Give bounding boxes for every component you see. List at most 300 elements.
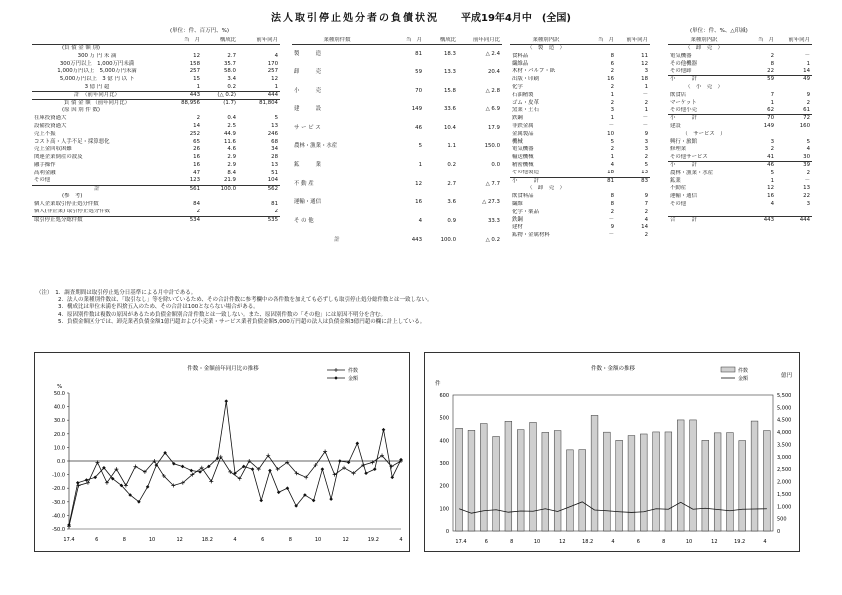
cell-value: △ 2.8 — [485, 87, 500, 94]
table-row — [32, 201, 280, 209]
y-tick-label: 400 — [439, 438, 449, 445]
legend-label: 件数 — [348, 368, 359, 374]
bar — [702, 440, 709, 531]
y-tick-label: -40.0 — [52, 513, 65, 520]
cell-value: 28 — [271, 154, 278, 161]
row-label: その他機器 — [670, 60, 697, 67]
cell-value — [740, 209, 776, 217]
y-tick-label: 50.0 — [53, 391, 65, 397]
cell-value: 16 — [767, 193, 774, 200]
row-label: 高利金融 — [34, 169, 56, 176]
table-row — [510, 45, 650, 53]
row-label: 繊維 — [512, 200, 523, 207]
column-header: 当 月 — [740, 37, 776, 45]
debt-cause-table — [32, 37, 280, 224]
cell-value: 2.7 — [447, 180, 456, 187]
row-label: その他小売 — [670, 107, 697, 114]
cell-value: 1 — [274, 83, 278, 90]
row-label: 非鉄金属 — [512, 122, 534, 129]
cell-value: (1.7) — [202, 99, 238, 107]
cell-value: 4 — [418, 217, 422, 224]
cell-value: 16 — [193, 161, 200, 168]
data-point — [382, 428, 386, 432]
yoy-line-svg — [35, 353, 411, 553]
x-tick-label: 6 — [261, 537, 265, 543]
column-header: 構成比 — [424, 37, 458, 45]
cell-value: 2 — [770, 146, 774, 153]
row-label: 窯業・土石 — [512, 107, 539, 114]
y2-tick-label: 2,000 — [777, 479, 792, 486]
cell-value: 1 — [770, 99, 774, 106]
row-label: 興行・旅館 — [670, 138, 697, 145]
cell-value: 1.1 — [447, 143, 456, 150]
table-row — [292, 119, 502, 138]
cell-value: 9 — [806, 91, 810, 98]
data-point — [373, 467, 377, 471]
row-label: 食料品 — [512, 52, 529, 59]
table-row — [32, 99, 280, 107]
row-label: 合 計 — [668, 216, 740, 224]
table-row — [668, 53, 812, 61]
cell-value: 6 — [610, 60, 614, 67]
y2-tick-label: 3,500 — [777, 442, 792, 449]
x-tick-label: 4 — [763, 539, 767, 545]
cell-value: － — [642, 122, 648, 129]
bar — [468, 430, 475, 531]
column-header: 前年同月 — [616, 37, 650, 45]
legend-label: 金額 — [738, 376, 749, 382]
data-point — [133, 464, 137, 468]
cell-value: 1 — [610, 91, 614, 98]
table-row — [292, 212, 502, 231]
row-label: 卸 売 — [294, 68, 321, 75]
cell-value: 16 — [193, 154, 200, 161]
section-row — [32, 107, 280, 115]
cell-value: 18.3 — [443, 50, 456, 57]
table-row — [292, 231, 502, 251]
legend-swatch-0 — [721, 367, 735, 372]
table-row — [292, 63, 502, 82]
cell-value: 3 — [644, 68, 648, 75]
row-label: 木材・パルプ・紙 — [512, 68, 556, 75]
cell-value: 0.9 — [447, 217, 456, 224]
chart-title: 件数・金額前年同月比の推移 — [187, 366, 259, 372]
y-tick-label: 40.0 — [53, 404, 65, 411]
table-row — [292, 45, 502, 64]
cell-value: 46 — [740, 162, 776, 170]
cell-value: 81,804 — [238, 99, 280, 107]
table-row — [32, 170, 280, 178]
bar — [554, 431, 561, 531]
table-row — [668, 216, 812, 224]
cell-value: 123 — [189, 177, 200, 184]
cell-value: △ 27.3 — [482, 199, 500, 206]
cell-value: 1 — [418, 161, 422, 168]
cell-value: 100.0 — [440, 237, 456, 244]
section-row — [32, 45, 280, 53]
row-label: 鉄鋼 — [512, 115, 523, 122]
row-label: 鉱 業 — [294, 161, 321, 168]
cell-value: 2 — [196, 208, 200, 215]
cell-value: － — [642, 115, 648, 122]
bar — [542, 432, 549, 531]
y-axis-label: % — [57, 384, 63, 390]
cell-value: 30 — [803, 153, 810, 160]
data-point — [198, 470, 202, 474]
row-label: 5,000万円以上 3 億 円 以 下 — [59, 76, 135, 83]
row-label: 個人(非企業) 取引停止処分件数 — [34, 208, 110, 215]
cell-value: 70 — [740, 115, 776, 123]
table-row — [668, 92, 812, 100]
table-row — [668, 138, 812, 146]
cell-value — [202, 216, 238, 224]
note: 5．負債金額区分では、卸売業者負債金額1億円超および小売業・サービス業者負債金額5,000万円超の法人は負債金額3億円超の欄に計上している。 — [36, 318, 426, 325]
y2-tick-label: 4,000 — [777, 430, 792, 437]
x-tick-label: 4 — [611, 539, 615, 545]
cell-value: 8 — [610, 52, 614, 59]
bar — [530, 422, 537, 531]
period-label: 平成19年4月中 (全国) — [460, 13, 571, 24]
cell-value: 20.4 — [487, 68, 500, 75]
cell-value: 2 — [196, 115, 200, 122]
y2-tick-label: 5,500 — [777, 393, 792, 399]
table-row — [292, 194, 502, 213]
row-label: 関連企業倒産の波及 — [34, 154, 83, 161]
cell-value: 3.6 — [447, 199, 456, 206]
row-label: 在庫投資過大 — [34, 115, 67, 122]
data-point — [190, 469, 194, 473]
cell-value: 12 — [415, 180, 422, 187]
column-header: 前年同月 — [238, 37, 280, 45]
bar — [480, 424, 487, 531]
cell-value: 150.0 — [484, 143, 500, 150]
bar — [751, 421, 758, 531]
cell-value — [776, 131, 812, 139]
data-point — [268, 469, 272, 473]
column-header: 前年同月比 — [458, 37, 502, 45]
data-point — [146, 485, 150, 489]
table-row — [668, 177, 812, 185]
cell-value: 13 — [641, 169, 648, 176]
cell-value: 62 — [767, 107, 774, 114]
cell-value: 26 — [193, 146, 200, 153]
x-tick-label: 4 — [399, 537, 403, 543]
table-row — [510, 84, 650, 92]
data-point — [76, 481, 80, 485]
bar — [616, 440, 623, 531]
cell-value: 12 — [767, 185, 774, 192]
table-row — [668, 107, 812, 115]
cell-value: 0.4 — [227, 115, 236, 122]
cell-value: 34 — [271, 146, 278, 153]
row-label: （ 卸 売 ） — [685, 45, 723, 52]
y-tick-label: 30.0 — [53, 418, 65, 425]
row-label: 負 債 金 額 （前年同月比） — [32, 99, 162, 107]
table-row — [510, 115, 650, 123]
data-point — [364, 471, 368, 475]
row-label: 1,000万円以上 5,000万円未満 — [57, 68, 137, 75]
table-row — [32, 154, 280, 162]
data-point — [181, 465, 185, 469]
data-point — [259, 499, 263, 503]
cell-value: 7 — [770, 91, 774, 98]
count-amount-svg — [425, 353, 801, 553]
cell-value: 257 — [267, 68, 278, 75]
table-row — [292, 156, 502, 175]
row-label: 鉄鋼 — [512, 216, 523, 223]
table-row — [668, 154, 812, 162]
row-label: 3 億 円 超 — [84, 83, 110, 90]
cell-value: 5 — [806, 138, 810, 145]
table-row — [32, 162, 280, 170]
x-tick-label: 12 — [176, 537, 183, 543]
bar — [677, 420, 684, 531]
y-tick-label: 600 — [439, 393, 449, 399]
section-label: (参 考) — [62, 193, 83, 200]
table-row — [292, 138, 502, 157]
data-point — [224, 399, 228, 403]
cell-value: 534 — [162, 216, 202, 224]
cell-value: 1 — [610, 115, 614, 122]
page-title: 法人取引停止処分者の負債状況 平成19年4月中 (全国) — [270, 13, 571, 24]
unit-right: (単位：件、%、△印減) — [690, 28, 748, 34]
row-label: 飲食料品 — [512, 193, 534, 200]
table-row — [510, 177, 650, 185]
table-row — [32, 177, 280, 185]
cell-value: 257 — [189, 68, 200, 75]
bar — [505, 421, 512, 531]
bar — [493, 436, 500, 531]
cell-value — [616, 185, 650, 193]
section-label: (原 因 別 件 数) — [62, 107, 101, 114]
cell-value: 100.0 — [202, 185, 238, 193]
table-row — [510, 154, 650, 162]
legend-label: 金額 — [348, 376, 359, 382]
row-label: マーケット — [670, 99, 697, 106]
table-row — [32, 216, 280, 224]
row-label: サ ー ビ ス — [294, 124, 321, 131]
table-row — [292, 175, 502, 194]
cell-value: 2.9 — [227, 154, 236, 161]
note: 3．構成比は単位未満を四捨五入のため、その合計は100とならない場合がある。 — [36, 304, 259, 311]
cell-value: 13 — [271, 122, 278, 129]
row-label: 融手操作 — [34, 161, 56, 168]
y2-tick-label: 4,500 — [777, 417, 792, 424]
cell-value — [582, 45, 616, 53]
row-label: 計 — [32, 185, 162, 193]
row-label: 化学・薬品 — [512, 208, 539, 215]
cell-value — [740, 131, 776, 139]
y-tick-label: -10.0 — [52, 472, 65, 479]
table-row — [668, 162, 812, 170]
table-row — [510, 68, 650, 76]
cell-value: 35.7 — [223, 60, 236, 67]
cell-value: 2 — [610, 68, 614, 75]
cell-value: 5 — [610, 138, 614, 145]
x-tick-label: 6 — [95, 537, 99, 543]
yoy-line-chart — [34, 352, 410, 552]
cell-value: 2.9 — [227, 161, 236, 168]
table-row — [668, 201, 812, 209]
cell-value: 2 — [806, 169, 810, 176]
cell-value: 170 — [267, 60, 278, 67]
cell-value: － — [804, 177, 810, 184]
cell-value: 18 — [641, 76, 648, 83]
series-line-1 — [69, 401, 401, 525]
cell-value: 443 — [411, 237, 422, 244]
x-tick-label: 12 — [342, 537, 349, 543]
row-label: その他製造 — [512, 169, 539, 176]
cell-value: 14 — [803, 68, 810, 75]
cell-value: 11 — [641, 52, 648, 59]
bar — [456, 428, 463, 531]
row-label: （ 製 造 ） — [527, 45, 565, 52]
table-row — [668, 131, 812, 139]
cell-value: 443 — [162, 92, 202, 100]
bar — [628, 436, 635, 531]
bar — [714, 433, 721, 531]
cell-value: 22 — [803, 193, 810, 200]
row-label: 農林・漁業・水産 — [670, 169, 714, 176]
cell-value: 21.9 — [223, 177, 236, 184]
y-tick-label: -30.0 — [52, 499, 65, 506]
table-row — [32, 185, 280, 193]
cell-value: 5 — [770, 169, 774, 176]
cell-value: 68 — [271, 138, 278, 145]
y-tick-label: 500 — [439, 415, 449, 422]
table-row — [668, 76, 812, 84]
cell-value: 4.6 — [227, 146, 236, 153]
table-row — [510, 131, 650, 139]
cell-value: 1 — [770, 177, 774, 184]
legend-marker-0 — [334, 368, 338, 372]
cell-value: 65 — [193, 138, 200, 145]
table-row — [32, 123, 280, 131]
cell-value: 535 — [238, 216, 280, 224]
cell-value: 16 — [415, 199, 422, 206]
chart-title: 件数・金額の推移 — [590, 366, 636, 372]
cell-value: 8 — [610, 193, 614, 200]
row-label: 繊維品 — [512, 60, 529, 67]
industry-breakdown-table-1 — [510, 37, 650, 240]
cell-value: 3.4 — [227, 76, 236, 83]
cell-value: 72 — [776, 115, 812, 123]
y-axis-label: 件 — [435, 381, 441, 387]
cell-value: － — [608, 122, 614, 129]
cell-value: 2.7 — [227, 52, 236, 59]
table-row — [32, 68, 280, 76]
x-tick-label: 18.2 — [201, 537, 213, 543]
row-label: （ 小 売 ） — [685, 83, 723, 90]
data-point — [286, 486, 290, 490]
cell-value — [776, 209, 812, 217]
y-tick-label: 0.0 — [57, 459, 65, 465]
cell-value: 8 — [610, 200, 614, 207]
cell-value: 13 — [271, 161, 278, 168]
y-tick-label: 20.0 — [53, 431, 65, 438]
cell-value: 12 — [193, 52, 200, 59]
y-tick-label: 300 — [439, 461, 449, 467]
cell-value: 9 — [644, 130, 648, 137]
cell-value: 58.0 — [223, 68, 236, 75]
cell-value: － — [804, 52, 810, 59]
row-label: 電気機器 — [670, 52, 692, 59]
row-label: 売上金回収困難 — [34, 146, 72, 153]
row-label: 飲食店 — [670, 91, 687, 98]
table-row — [510, 162, 650, 170]
cell-value: 444 — [776, 216, 812, 224]
table-row — [510, 107, 650, 115]
table-row — [292, 82, 502, 101]
table-row — [32, 115, 280, 123]
cell-value: 2 — [610, 99, 614, 106]
cell-value: 81 — [271, 200, 278, 207]
cell-value: △ 6.9 — [485, 106, 500, 113]
cell-value — [202, 209, 238, 217]
x-tick-label: 8 — [510, 539, 514, 545]
row-label: その他サービス — [670, 153, 708, 160]
bar — [567, 450, 574, 531]
cell-value — [202, 201, 238, 209]
cell-value: 562 — [238, 185, 280, 193]
table-row — [510, 193, 650, 201]
cell-value: 81 — [582, 177, 616, 185]
cell-value: 149 — [763, 122, 774, 129]
table-row — [668, 45, 812, 53]
cell-value: 44.9 — [223, 130, 236, 137]
cell-value: △ 0.2 — [485, 237, 500, 244]
cell-value: 59 — [740, 76, 776, 84]
row-label: コスト高・人手不足・採算悪化 — [34, 138, 110, 145]
cell-value: 39 — [776, 162, 812, 170]
table-row — [510, 216, 650, 224]
table-row — [668, 115, 812, 123]
table-row — [32, 209, 280, 217]
table-row — [32, 138, 280, 146]
cell-value: 561 — [162, 185, 202, 193]
x-tick-label: 4 — [233, 537, 237, 543]
column-header: 業種別件数 — [292, 37, 382, 45]
cell-value: 0.2 — [227, 83, 236, 90]
cell-value: 3 — [644, 138, 648, 145]
industry-count-table — [292, 37, 502, 251]
row-label: 小 売 — [294, 87, 321, 94]
column-header: 当 月 — [382, 37, 424, 45]
row-label: 300万円以上 1,000万円未満 — [59, 60, 135, 67]
table-row — [668, 209, 812, 217]
row-label: その他 — [34, 177, 51, 184]
table-row — [32, 146, 280, 154]
row-label: 出版・印刷 — [512, 76, 539, 83]
x-tick-label: 8 — [288, 537, 292, 543]
cell-value: 15 — [193, 76, 200, 83]
table-row — [668, 99, 812, 107]
y2-tick-label: 1,500 — [777, 491, 792, 498]
cell-value: 14 — [641, 224, 648, 231]
cell-value: 83 — [616, 177, 650, 185]
cell-value: 17.9 — [487, 124, 500, 131]
legend-marker-1 — [334, 376, 338, 380]
cell-value: 1 — [610, 154, 614, 161]
industry-breakdown-table-2 — [668, 37, 812, 224]
cell-value: 12 — [641, 60, 648, 67]
row-label: 輸送機械 — [512, 154, 534, 161]
cell-value: 4 — [806, 146, 810, 153]
row-label: ゴム・皮革 — [512, 99, 539, 106]
row-label: 不 動 産 — [294, 180, 314, 187]
bar — [579, 450, 586, 531]
row-label: 設備投資過大 — [34, 122, 67, 129]
